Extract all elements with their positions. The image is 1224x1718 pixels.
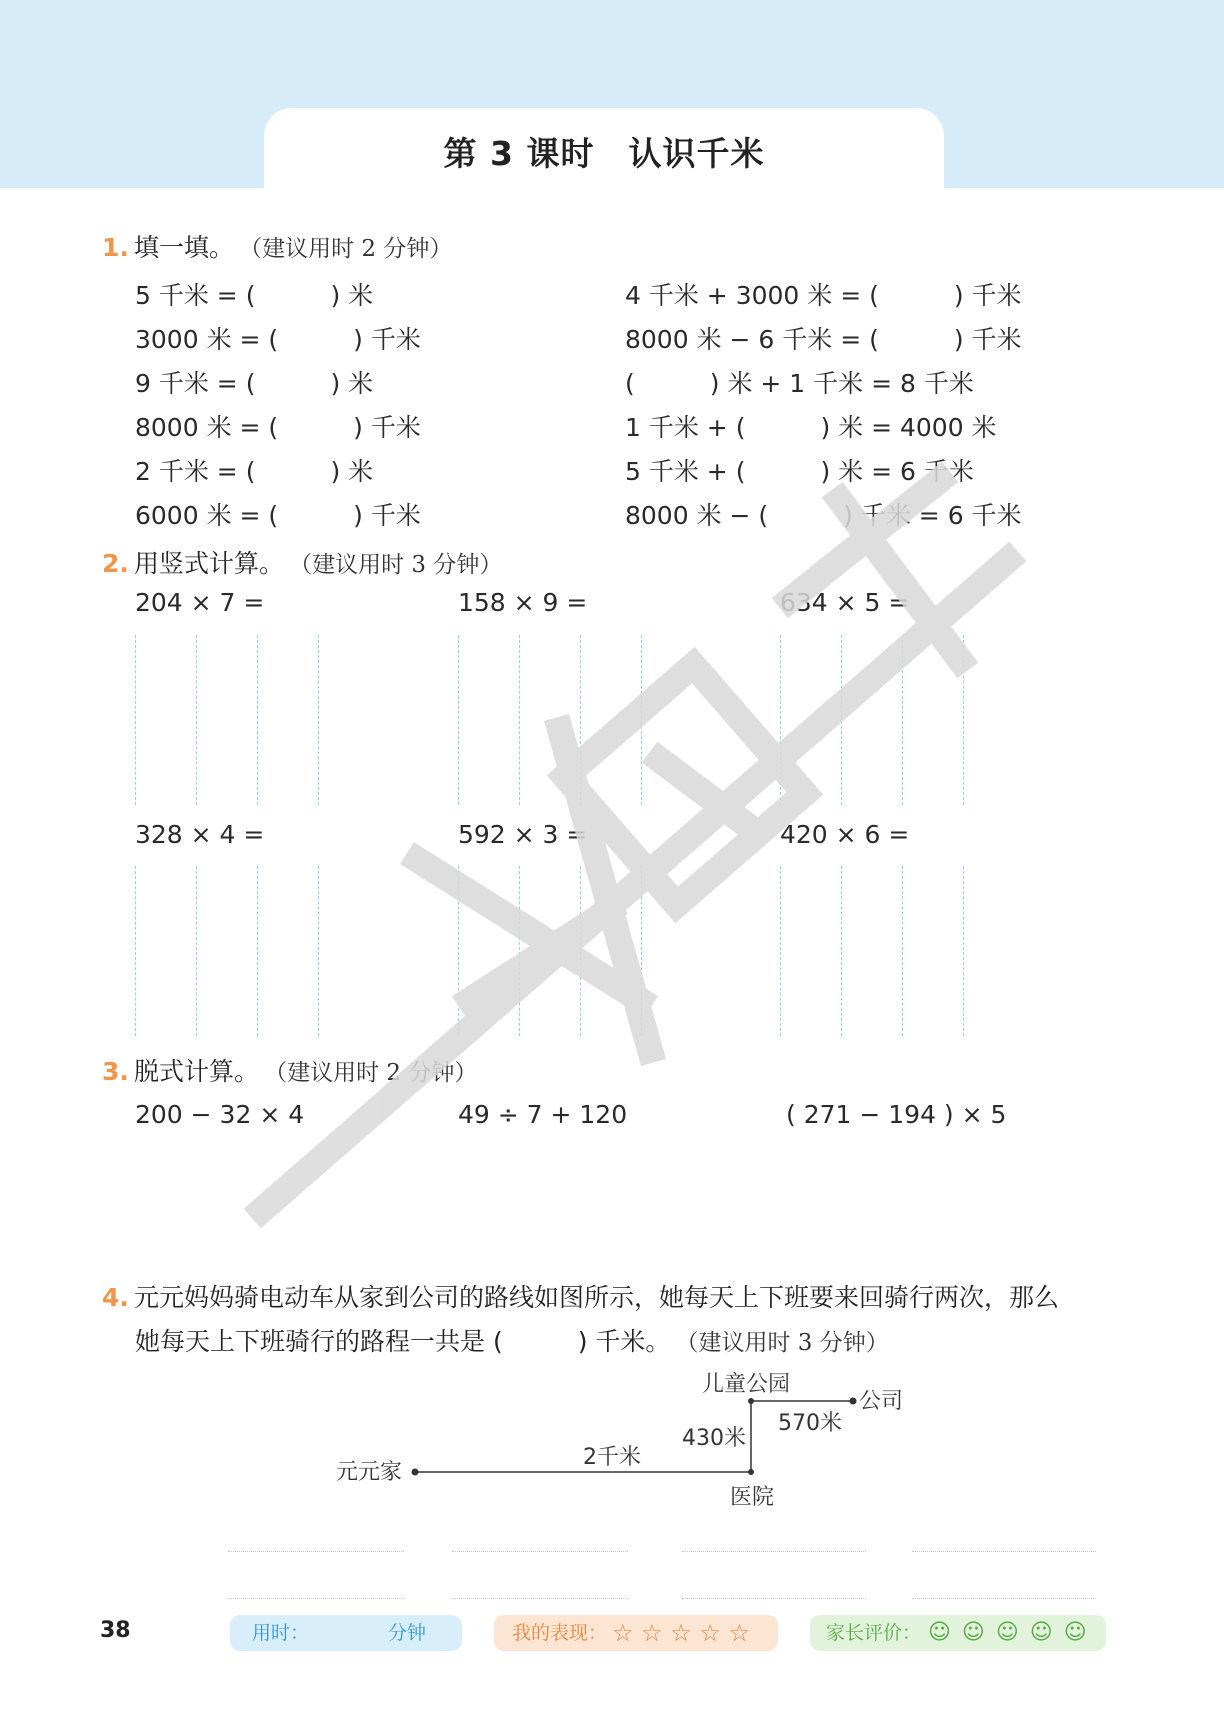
q2-number: 2. — [102, 549, 129, 578]
q1-right-4: 1 千米 + ( ) 米 = 4000 米 — [625, 413, 997, 442]
q1-title: 填一填。 — [134, 233, 235, 262]
q3-title: 脱式计算。 — [134, 1057, 260, 1086]
q2-hint: （建议用时 3 分钟） — [289, 552, 503, 578]
parent-review-pill[interactable] — [810, 1615, 1106, 1651]
q1-right-3: ( ) 米 + 1 千米 = 8 千米 — [625, 369, 974, 398]
q1-hint: （建议用时 2 分钟） — [239, 236, 453, 262]
time-unit: 分钟 — [388, 1622, 427, 1644]
page-number: 38 — [100, 1618, 131, 1643]
q1-heading — [102, 228, 452, 264]
q1-right-5: 5 千米 + ( ) 米 = 6 千米 — [625, 457, 974, 486]
parent-label: 家长评价： — [826, 1622, 922, 1644]
smiley-rating-icon[interactable]: ☺ ☺ ☺ ☺ ☺ — [928, 1620, 1089, 1645]
time-used-pill[interactable] — [230, 1615, 462, 1651]
q2-problem-5: 592 × 3 = — [458, 820, 588, 849]
q3-number: 3. — [102, 1057, 129, 1086]
label-distance-2km: 2千米 — [583, 1445, 641, 1470]
park-point — [748, 1398, 754, 1404]
q4-heading — [102, 1278, 1059, 1314]
company-point — [850, 1398, 857, 1405]
q1-right-1: 4 千米 + 3000 米 = ( ) 千米 — [625, 281, 1022, 310]
q2-problem-6: 420 × 6 = — [780, 820, 910, 849]
q4-text-line2: 她每天上下班骑行的路程一共是 ( ) 千米。 — [135, 1327, 671, 1356]
q1-left-5: 2 千米 = ( ) 米 — [135, 457, 374, 486]
q4-hint: （建议用时 3 分钟） — [675, 1330, 889, 1356]
q1-left-2: 3000 米 = ( ) 千米 — [135, 325, 421, 354]
time-label: 用时： — [252, 1622, 310, 1644]
q1-left-4: 8000 米 = ( ) 千米 — [135, 413, 421, 442]
q2-problem-1: 204 × 7 = — [135, 588, 265, 617]
q4-number: 4. — [102, 1283, 129, 1312]
home-point — [412, 1469, 419, 1476]
q1-right-6: 8000 米 − ( ) 千米 = 6 千米 — [625, 501, 1022, 530]
q1-right-2: 8000 米 − 6 千米 = ( ) 千米 — [625, 325, 1022, 354]
label-home: 元元家 — [336, 1460, 403, 1485]
q3-heading — [102, 1052, 477, 1088]
route-diagram — [300, 1360, 940, 1520]
q2-problem-4: 328 × 4 = — [135, 820, 265, 849]
q4-line2 — [135, 1322, 889, 1358]
q1-left-1: 5 千米 = ( ) 米 — [135, 281, 374, 310]
label-company: 公司 — [859, 1389, 904, 1414]
label-distance-430m: 430米 — [682, 1426, 746, 1451]
q3-expression-2: 49 ÷ 7 + 120 — [458, 1100, 628, 1129]
q2-heading — [102, 544, 502, 580]
q2-problem-2: 158 × 9 = — [458, 588, 588, 617]
q2-title: 用竖式计算。 — [134, 549, 285, 578]
q3-expression-3: ( 271 − 194 ) × 5 — [786, 1100, 1007, 1129]
q4-text-line1: 元元妈妈骑电动车从家到公司的路线如图所示，她每天上下班要来回骑行两次，那么 — [134, 1283, 1060, 1312]
q1-left-6: 6000 米 = ( ) 千米 — [135, 501, 421, 530]
label-distance-570m: 570米 — [778, 1411, 842, 1436]
q3-expression-1: 200 − 32 × 4 — [135, 1100, 305, 1129]
page-title: 第 3 课时 认识千米 — [443, 134, 765, 173]
performance-pill[interactable] — [494, 1615, 778, 1651]
q1-left-3: 9 千米 = ( ) 米 — [135, 369, 374, 398]
star-rating-icon[interactable]: ☆ ☆ ☆ ☆ ☆ — [612, 1619, 751, 1647]
label-hospital: 医院 — [730, 1485, 775, 1510]
hospital-point — [748, 1469, 754, 1475]
label-park: 儿童公园 — [702, 1372, 791, 1397]
q2-problem-3: 634 × 5 = — [780, 588, 910, 617]
performance-label: 我的表现： — [512, 1622, 608, 1644]
q3-hint: （建议用时 2 分钟） — [264, 1060, 478, 1086]
q1-number: 1. — [102, 233, 129, 262]
